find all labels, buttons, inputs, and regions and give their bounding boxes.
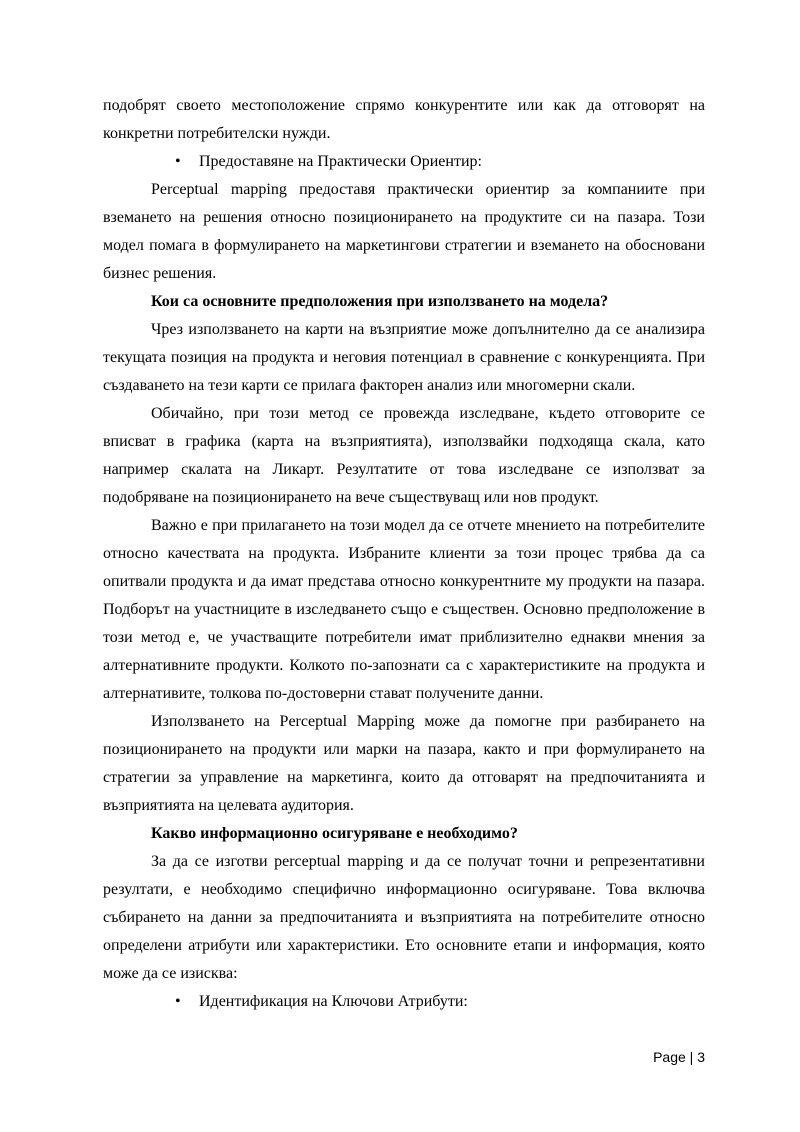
bullet-icon: • — [175, 153, 181, 170]
page-body — [103, 92, 705, 1016]
paragraph: Обичайно, при този метод се провежда изследване, където отговорите се вписват в графика (карта на възприятията), използвайки подходяща скала, като например скалата на Ликарт. Резултатите от това изследване се използват за подобряване на позиционирането на вече съществуващ или нов продукт. — [103, 405, 705, 506]
paragraph-continuation: подобрят своето местоположение спрямо конкурентите или как да отговорят на конкретни потребителски нужди. — [103, 97, 705, 142]
paragraph: За да се изготви perceptual mapping и да се получат точни и репрезентативни резултати, е необходимо специфично информационно осигуряване. Това включва събирането на данни за предпочитанията и възприятията на потребителите относно определени атрибути или характеристики. Ето основните етапи и информация, която може да се изисква: — [103, 853, 705, 982]
paragraph: Чрез използването на карти на възприятие може допълнително да се анализира текущата позиция на продукта и неговия потенциал в сравнение с конкуренцията. При създаването на тези карти се прилага факторен анализ или многомерни скали. — [103, 321, 705, 394]
bullet-text: Идентификация на Ключови Атрибути: — [199, 993, 468, 1010]
bullet-text: Предоставяне на Практически Ориентир: — [199, 153, 482, 170]
section-heading: Какво информационно осигуряване е необходимо? — [151, 825, 518, 842]
section-heading: Кои са основните предположения при използването на модела? — [151, 293, 609, 310]
paragraph: Важно е при прилагането на този модел да се отчете мнението на потребителите относно качествата на продукта. Избраните клиенти за този процес трябва да са опитвали продукта и да имат представа относно конкурентните му продукти на пазара. Подборът на участниците в изследването също е съществен. Основно предположение в този метод е, че участващите потребители имат приблизително еднакви мнения за алтернативните продукти. Колкото по-запознати са с характеристиките на продукта и алтернативите, толкова по-достоверни стават получените данни. — [103, 517, 705, 702]
page-number: Page | 3 — [653, 1049, 705, 1065]
paragraph: Използването на Perceptual Mapping може да помогне при разбирането на позиционирането на продукти или марки на пазара, както и при формулирането на стратегии за управление на маркетинга, които да отговарят на предпочитанията и възприятията на целевата аудитория. — [103, 713, 705, 814]
bullet-icon: • — [175, 993, 181, 1010]
bullet-item — [103, 988, 705, 1016]
paragraph: Perceptual mapping предоставя практически ориентир за компаниите при вземането на решения относно позиционирането на продуктите си на пазара. Този модел помага в формулирането на маркетингови стратегии и вземането на обосновани бизнес решения. — [103, 181, 705, 282]
bullet-item — [103, 148, 705, 176]
